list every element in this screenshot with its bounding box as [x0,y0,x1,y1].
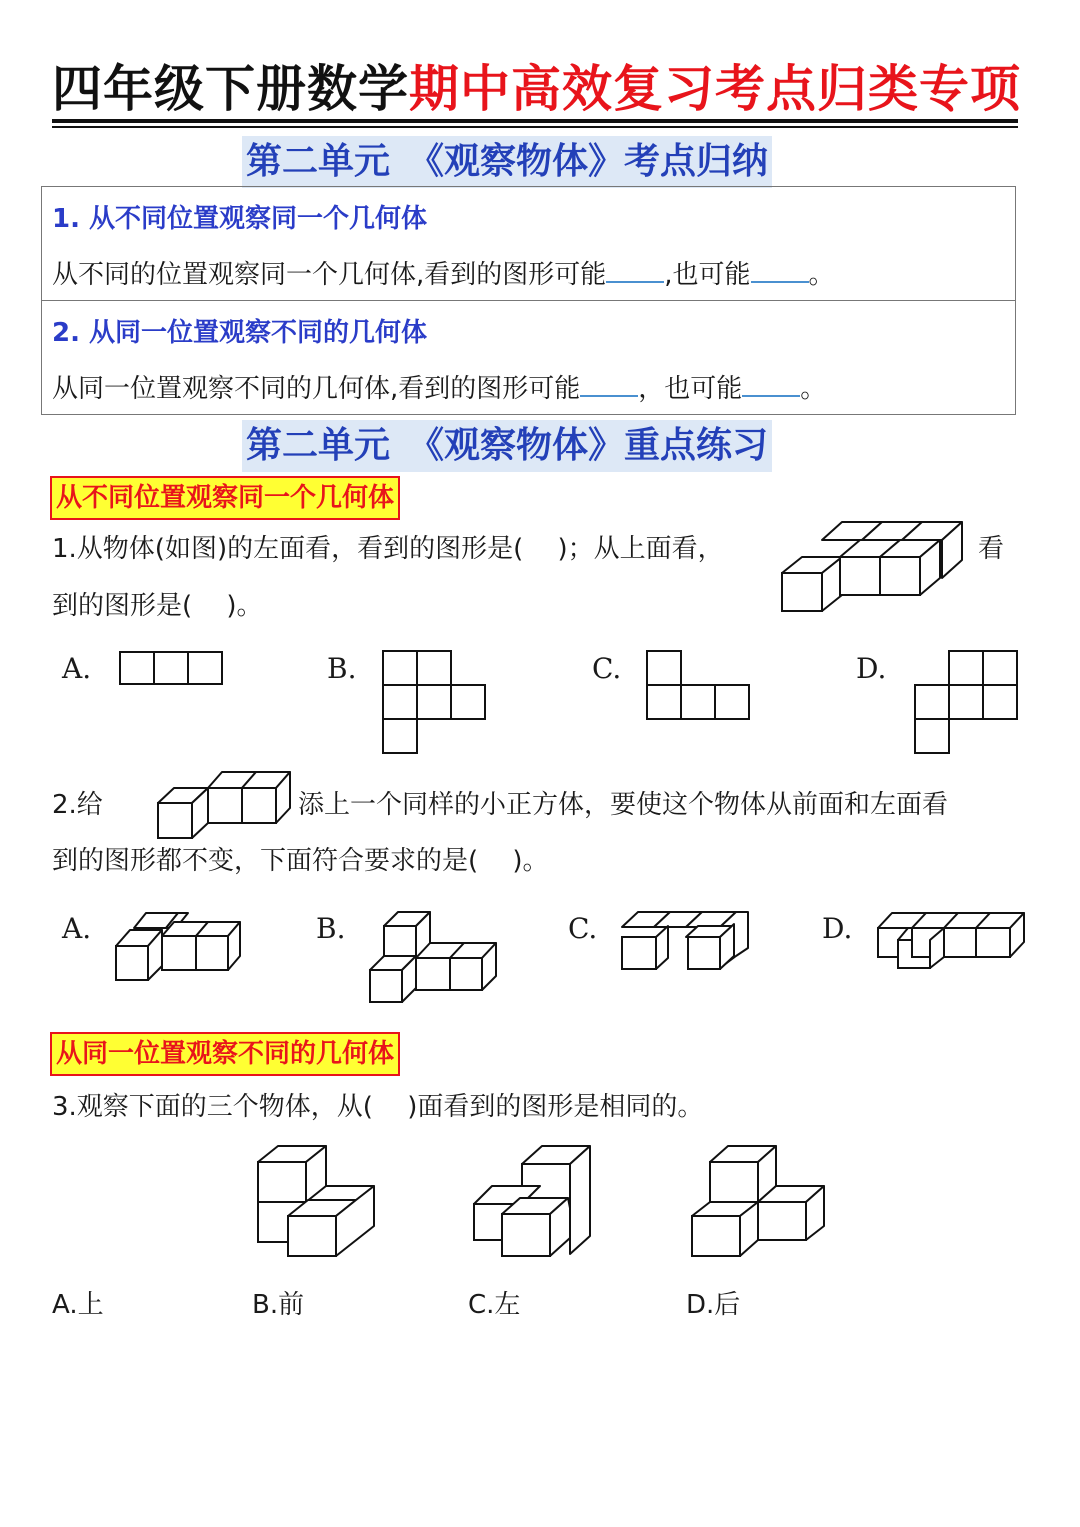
q1-option-d-label[interactable]: D. [856,652,887,685]
title-rule-thin [52,126,1018,128]
point2-line: 从同一位置观察不同的几何体,看到的图形可能 ，也可能 。 [52,368,826,405]
q1-text-b: 看 [978,534,1005,564]
q2-text-b: 添上一个同样的小正方体，要使这个物体从前面和左面看 [298,790,949,820]
title-part1: 四年级下册数学 [52,60,409,118]
q1-option-c-label[interactable]: C. [592,652,622,685]
section2-heading: 第二单元 《观察物体》重点练习 [242,420,772,472]
q1-text-a: 1.从物体(如图)的左面看，看到的图形是( )；从上面看， [52,534,724,564]
q2-option-d-label[interactable]: D. [822,912,853,945]
q2-text-c: 到的图形都不变，下面符合要求的是( )。 [52,846,549,876]
title-rule-thick [52,119,1018,123]
point1-title: 1. 从不同位置观察同一个几何体 [52,204,428,234]
page-title [52,56,1021,122]
topic-tag-2: 从同一位置观察不同的几何体 [50,1032,400,1076]
q1-text-c: 到的图形是( )。 [52,591,263,621]
q2-option-b-label[interactable]: B. [316,912,346,945]
q3-answer-c[interactable]: C.左 [468,1290,521,1320]
topic-tag-1: 从不同位置观察同一个几何体 [50,476,400,520]
section1-heading: 第二单元 《观察物体》考点归纳 [242,136,772,188]
q3-answer-a[interactable]: A.上 [52,1290,104,1320]
q3-figure-3 [0,0,1,1]
q3-text: 3.观察下面的三个物体，从( )面看到的图形是相同的。 [52,1092,704,1122]
q1-option-a-label[interactable]: A. [62,652,92,685]
blank[interactable] [751,255,809,283]
q1-option-b-label[interactable]: B. [327,652,357,685]
blank[interactable] [606,255,664,283]
q3-answer-b[interactable]: B.前 [252,1290,305,1320]
point2-title: 2. 从同一位置观察不同的几何体 [52,318,428,348]
q2-option-a-label[interactable]: A. [62,912,92,945]
q3-answer-d[interactable]: D.后 [686,1290,741,1320]
blank[interactable] [580,369,638,397]
title-part2: 期中高效复习考点归类专项 [409,60,1021,118]
q2-option-c-label[interactable]: C. [568,912,598,945]
point1-line: 从不同的位置观察同一个几何体,看到的图形可能 ,也可能 。 [52,254,835,291]
blank[interactable] [742,369,800,397]
q2-text-a: 2.给 [52,790,103,820]
